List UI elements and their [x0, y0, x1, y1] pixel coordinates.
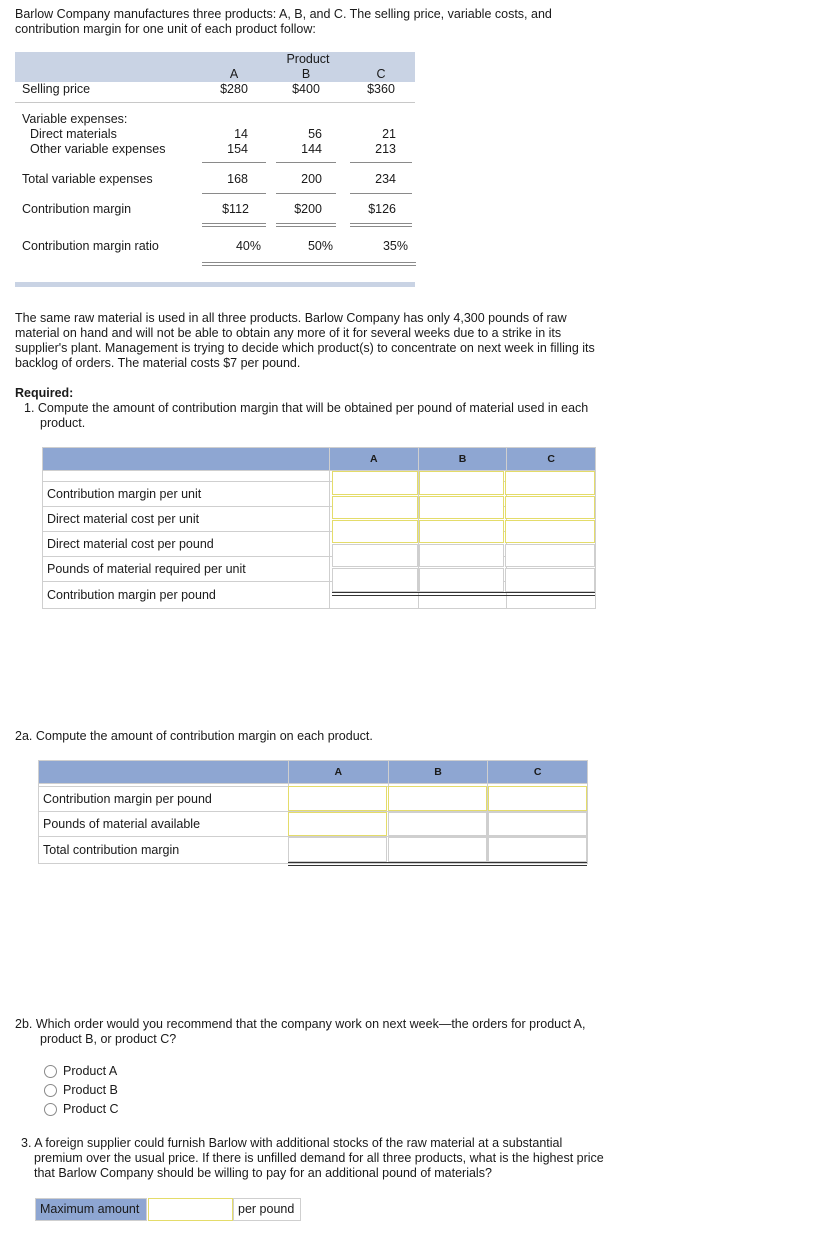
intro-text-2: contribution margin for one unit of each product follow: — [15, 22, 316, 36]
underline — [350, 162, 412, 163]
cell-value: 21 — [382, 127, 396, 141]
max-amount-label: Maximum amount — [40, 1202, 140, 1216]
grid-header-a: A — [289, 761, 389, 784]
underline — [350, 193, 412, 194]
input-pounds-available-b[interactable] — [388, 812, 487, 836]
input-total-cm-a[interactable] — [288, 837, 387, 862]
required-heading: Required: — [15, 386, 74, 400]
input-cm-per-pound-c[interactable] — [505, 568, 595, 592]
cell-value: 200 — [301, 172, 322, 186]
question-2a: 2a. Compute the amount of contribution margin on each product. — [15, 729, 373, 743]
underline — [276, 193, 336, 194]
problem-text-4: backlog of orders. The material costs $7 per pound. — [15, 356, 301, 370]
intro-text: Barlow Company manufactures three products: A, B, and C. The selling price, variable costs, and — [15, 7, 552, 21]
question-3: 3. A foreign supplier could furnish Barlow with additional stocks of the raw material at a substantial — [21, 1136, 563, 1150]
row-label: Pounds of material available — [39, 812, 289, 837]
product-header: Product — [286, 52, 330, 66]
input-cm-per-unit-b[interactable] — [419, 471, 504, 495]
cell-value: $360 — [367, 82, 395, 96]
underline — [202, 193, 266, 194]
grid-header-c: C — [488, 761, 588, 784]
row-label-contribution-margin: Contribution margin — [22, 202, 132, 216]
question-3-cont: premium over the usual price. If there is unfilled demand for all three products, what is the highest price — [34, 1151, 604, 1165]
cell-value: $280 — [220, 82, 248, 96]
max-amount-label-box — [35, 1198, 147, 1221]
input-total-cm-c[interactable] — [488, 837, 587, 862]
input-dm-cost-pound-c[interactable] — [505, 520, 595, 543]
cell-value: 144 — [301, 142, 322, 156]
problem-text-1: The same raw material is used in all three products. Barlow Company has only 4,300 pounds of raw — [15, 311, 567, 325]
cell-value: 14 — [234, 127, 248, 141]
input-dm-cost-pound-b[interactable] — [419, 520, 504, 543]
radio-product-c[interactable] — [44, 1103, 57, 1116]
problem-text-2: material on hand and will not be able to obtain any more of it for several weeks due to a strike in its — [15, 326, 562, 340]
col-header-c: C — [376, 67, 386, 81]
cell-value: 56 — [308, 127, 322, 141]
question-1: 1. Compute the amount of contribution margin that will be obtained per pound of material used in each — [24, 401, 589, 415]
row-label: Total contribution margin — [39, 837, 289, 864]
cell-value: $112 — [222, 202, 249, 216]
grid-header-b: B — [418, 448, 507, 471]
question-2b-cont: product B, or product C? — [40, 1032, 177, 1046]
total-double-line — [288, 862, 587, 866]
row-label: Contribution margin per pound — [43, 582, 330, 609]
variable-expenses-header: Variable expenses: — [22, 112, 128, 126]
cell-value: 40% — [235, 239, 261, 253]
cell-value: 234 — [375, 172, 396, 186]
cell-value: 168 — [227, 172, 248, 186]
per-pound-label: per pound — [238, 1202, 295, 1216]
row-label: Contribution margin per unit — [43, 482, 330, 507]
double-underline — [202, 262, 416, 266]
input-pounds-required-b[interactable] — [419, 544, 504, 567]
double-underline — [276, 223, 336, 227]
col-header-a: A — [229, 67, 239, 81]
per-pound-unit-box — [233, 1198, 301, 1221]
max-amount-input[interactable] — [148, 1198, 233, 1221]
input-cm-per-pound-a[interactable] — [288, 786, 387, 811]
cell-value: $200 — [294, 202, 322, 216]
input-pounds-available-a[interactable] — [288, 812, 387, 836]
input-cm-per-pound-b[interactable] — [419, 568, 504, 592]
question-3-cont-2: that Barlow Company should be willing to pay for an additional pound of materials? — [34, 1166, 492, 1180]
row-label: Contribution margin per pound — [39, 787, 289, 812]
grid-header-a: A — [330, 448, 419, 471]
row-label: Direct material cost per pound — [43, 532, 330, 557]
row-label-selling-price: Selling price — [22, 82, 91, 96]
input-pounds-required-c[interactable] — [505, 544, 595, 567]
input-cm-per-pound-c[interactable] — [488, 786, 587, 811]
table-footer-band — [15, 282, 415, 287]
input-pounds-available-c[interactable] — [488, 812, 587, 836]
radio-product-b[interactable] — [44, 1084, 57, 1097]
grid-header-blank — [39, 761, 289, 784]
underline — [276, 162, 336, 163]
input-cm-per-pound-a[interactable] — [332, 568, 418, 592]
input-dm-cost-pound-a[interactable] — [332, 520, 418, 543]
row-label-total-variable: Total variable expenses — [22, 172, 153, 186]
grid-header-c: C — [507, 448, 596, 471]
cell-value: 154 — [227, 142, 248, 156]
double-underline — [202, 223, 266, 227]
cell-value: 50% — [307, 239, 333, 253]
grid-header-blank — [43, 448, 330, 471]
problem-text-3: supplier's plant. Management is trying to decide which product(s) to concentrate on next week in filling its — [15, 341, 595, 355]
divider — [15, 102, 415, 103]
question-1-cont: product. — [40, 416, 86, 430]
input-cm-per-unit-c[interactable] — [505, 471, 595, 495]
double-underline — [350, 223, 412, 227]
underline — [202, 162, 266, 163]
row-label: Direct material cost per unit — [43, 507, 330, 532]
input-dm-cost-unit-b[interactable] — [419, 496, 504, 519]
input-cm-per-unit-a[interactable] — [332, 471, 418, 495]
input-pounds-required-a[interactable] — [332, 544, 418, 567]
input-dm-cost-unit-c[interactable] — [505, 496, 595, 519]
radio-label[interactable]: Product A — [63, 1064, 118, 1078]
cell-value: 35% — [382, 239, 408, 253]
radio-label[interactable]: Product B — [63, 1083, 118, 1097]
input-total-cm-b[interactable] — [388, 837, 487, 862]
cell-value: $400 — [292, 82, 320, 96]
grid-header-b: B — [388, 761, 488, 784]
col-header-b: B — [301, 67, 311, 81]
row-label-cm-ratio: Contribution margin ratio — [22, 239, 159, 253]
cell-value: $126 — [368, 202, 396, 216]
question-2b: 2b. Which order would you recommend that the company work on next week—the orders for product A, — [15, 1017, 586, 1031]
radio-product-a[interactable] — [44, 1065, 57, 1078]
row-label: Pounds of material required per unit — [43, 557, 330, 582]
radio-label[interactable]: Product C — [63, 1102, 119, 1116]
total-double-line — [332, 592, 595, 596]
row-label-direct-materials: Direct materials — [30, 127, 117, 141]
cell-value: 213 — [375, 142, 396, 156]
input-cm-per-pound-b[interactable] — [388, 786, 487, 811]
input-dm-cost-unit-a[interactable] — [332, 496, 418, 519]
row-label-other-variable: Other variable expenses — [30, 142, 166, 156]
